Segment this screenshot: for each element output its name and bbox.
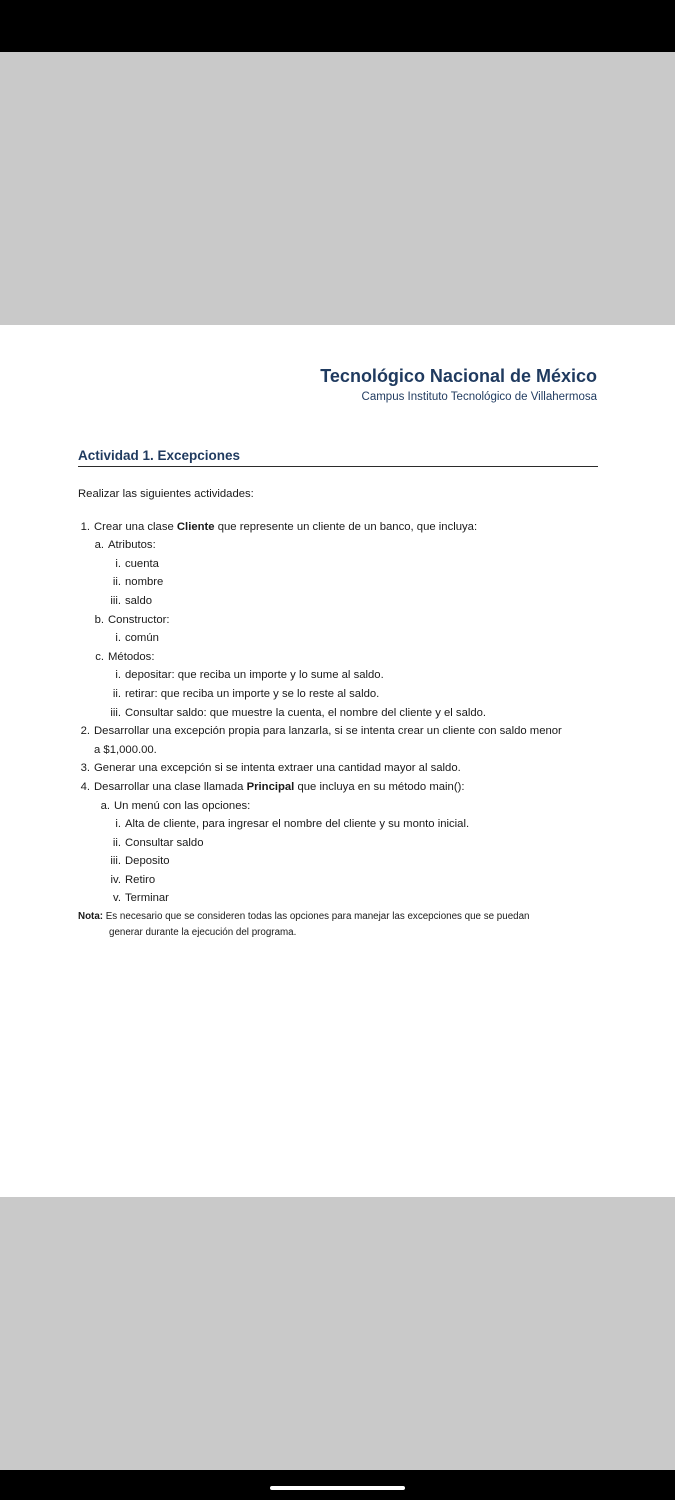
list-item-4a-iv	[78, 871, 602, 890]
list-number: v.	[113, 892, 121, 905]
list-text: Retiro	[125, 873, 156, 886]
list-text: Terminar	[125, 892, 169, 905]
list-number: i.	[115, 557, 121, 570]
list-item-1c-iii	[78, 704, 602, 723]
note-text: Es necesario que se consideren todas las opciones para manejar las excepciones que se puedan	[103, 911, 530, 923]
home-indicator[interactable]	[270, 1486, 405, 1490]
list-item-1a-iii	[78, 592, 602, 611]
status-bar	[0, 0, 675, 52]
list-text: Consultar saldo: que muestre la cuenta, el nombre del cliente y el saldo.	[125, 706, 487, 719]
list-item-2-continuation: a $1,000.00.	[94, 743, 157, 756]
list-number: iii.	[110, 594, 121, 607]
list-item-1a	[78, 536, 602, 555]
list-item-1b-i	[78, 629, 602, 648]
list-number: b.	[94, 613, 104, 626]
list-text: Desarrollar una excepción propia para lanzarla, si se intenta crear un cliente con saldo menor	[94, 725, 562, 738]
list-text: depositar: que reciba un importe y lo sume al saldo.	[125, 669, 384, 682]
list-item-4	[78, 778, 602, 797]
list-number: iv.	[110, 873, 121, 886]
list-text: Deposito	[125, 855, 170, 868]
note-label: Nota:	[78, 911, 104, 923]
list-number: 2.	[80, 725, 90, 738]
text-segment: Desarrollar una clase llamada	[94, 780, 247, 793]
text-segment: que represente un cliente de un banco, que incluya:	[214, 520, 478, 533]
bottom-bar	[0, 1470, 675, 1500]
list-item-4a-i	[78, 815, 602, 834]
institution-title: Tecnológico Nacional de México	[320, 366, 597, 386]
list-number: 3.	[80, 762, 90, 775]
list-text: saldo	[125, 594, 153, 607]
list-item-4a-iii	[78, 852, 602, 871]
list-number: iii.	[110, 706, 121, 719]
list-item-1	[78, 518, 602, 537]
list-text	[94, 778, 602, 797]
list-number: a.	[100, 799, 110, 812]
text-segment: Crear una clase	[94, 520, 177, 533]
list-item-1c-ii	[78, 685, 602, 704]
list-item-4a-ii	[78, 834, 602, 853]
list-number: 1.	[80, 520, 90, 533]
bold-class-name: Cliente	[176, 520, 215, 533]
list-text: cuenta	[125, 557, 159, 570]
list-number: iii.	[110, 855, 121, 868]
list-text: Un menú con las opciones:	[114, 799, 251, 812]
list-number: ii.	[112, 836, 121, 849]
list-text	[94, 518, 602, 537]
list-number: i.	[115, 632, 121, 645]
note-line	[78, 909, 602, 925]
list-item-1b	[78, 611, 602, 630]
list-text: Métodos:	[108, 650, 155, 663]
list-item-4a-v	[78, 889, 602, 908]
list-number: i.	[115, 818, 121, 831]
list-text: común	[125, 632, 159, 645]
list-number: ii.	[112, 687, 121, 700]
list-text: Generar una excepción si se intenta extraer una cantidad mayor al saldo.	[94, 762, 461, 775]
list-number: a.	[94, 539, 104, 552]
intro-text: Realizar las siguientes actividades:	[78, 488, 254, 500]
institution-subtitle: Campus Instituto Tecnológico de Villahermosa	[361, 391, 597, 403]
list-text: retirar: que reciba un importe y se lo reste al saldo.	[125, 687, 380, 700]
activity-title: Actividad 1. Excepciones	[78, 448, 598, 467]
list-text: Consultar saldo	[125, 836, 204, 849]
list-item-1c-i	[78, 666, 602, 685]
bold-class-name: Principal	[246, 780, 295, 793]
list-item-1a-i	[78, 555, 602, 574]
list-item-3	[78, 759, 602, 778]
list-text: Constructor:	[108, 613, 170, 626]
list-number: c.	[95, 650, 104, 663]
list-number: ii.	[112, 576, 121, 589]
list-text: Alta de cliente, para ingresar el nombre del cliente y su monto inicial.	[125, 818, 470, 831]
document-page	[0, 325, 675, 1197]
list-item-1c	[78, 648, 602, 667]
list-number: 4.	[80, 780, 90, 793]
list-item-4a	[78, 797, 602, 816]
document-body	[78, 485, 602, 941]
list-number: i.	[115, 669, 121, 682]
list-item-1a-ii	[78, 573, 602, 592]
document-header	[320, 365, 597, 407]
list-text: Atributos:	[108, 539, 156, 552]
note-continuation: generar durante la ejecución del programa.	[109, 927, 297, 939]
list-text: nombre	[125, 576, 164, 589]
text-segment: que incluya en su método main():	[294, 780, 465, 793]
list-item-2	[78, 722, 602, 741]
note	[78, 909, 602, 941]
